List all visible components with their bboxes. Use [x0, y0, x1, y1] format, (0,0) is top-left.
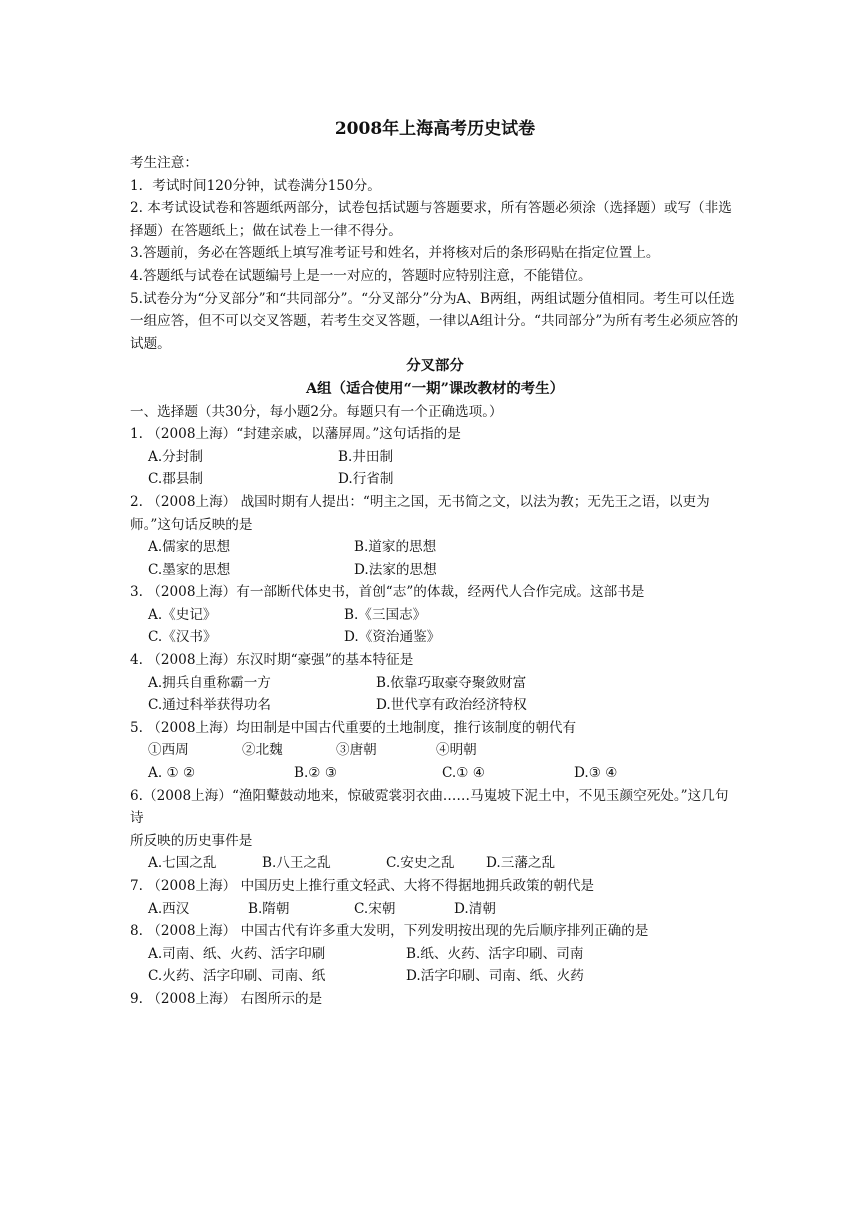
question-6-option-d: D.三藩之乱 — [486, 855, 556, 872]
question-1-stem: 1. （2008上海）“封建亲戚，以藩屏周。”这句话指的是 — [130, 426, 461, 443]
question-5-item-4: ④明朝 — [436, 742, 477, 759]
part-heading: 一、选择题（共30分，每小题2分。每题只有一个正确选项。） — [130, 403, 503, 420]
exam-page — [130, 118, 740, 1011]
question-5-item-2: ②北魏 — [242, 742, 283, 759]
question-3-option-a: A.《史记》 — [148, 606, 217, 623]
page-title: 2008年上海高考历史试卷 — [334, 119, 536, 139]
question-7-option-d: D.清朝 — [454, 900, 496, 917]
question-6-option-c: C.安史之乱 — [386, 855, 455, 872]
notice-item-1: 1．考试时间120分钟，试卷满分150分。 — [130, 177, 381, 194]
question-5-option-c: C.① ④ — [442, 765, 485, 782]
question-2-stem: 2. （2008上海） 战国时期有人提出：“明主之国，无书简之文，以法为教；无先王之语，以吏为师。”这句话反映的是 — [130, 493, 710, 533]
question-1-option-a: A.分封制 — [148, 448, 203, 465]
question-8-stem: 8. （2008上海） 中国古代有许多重大发明，下列发明按出现的先后顺序排列正确的是 — [130, 923, 649, 940]
question-3-option-b: B.《三国志》 — [344, 606, 427, 623]
notice-heading: 考生注意： — [130, 155, 198, 171]
question-3-options-row-1 — [130, 604, 740, 627]
question-5-item-3: ③唐朝 — [336, 742, 377, 759]
question-3-options-row-2 — [130, 626, 740, 649]
question-3-stem: 3. （2008上海）有一部断代体史书，首创“志”的体裁，经两代人合作完成。这部书是 — [130, 584, 645, 601]
question-9-stem: 9. （2008上海） 右图所示的是 — [130, 990, 323, 1007]
question-5-option-b: B.② ③ — [294, 765, 338, 782]
question-2-option-c: C.墨家的思想 — [148, 561, 231, 578]
question-5-option-d: D.③ ④ — [574, 765, 618, 782]
question-6-stem-continued: 所反映的历史事件是 — [130, 832, 253, 849]
section-heading: 分叉部分 — [406, 357, 464, 375]
question-6-option-b: B.八王之乱 — [262, 855, 331, 872]
question-7-stem: 7. （2008上海） 中国历史上推行重文轻武、大将不得据地拥兵政策的朝代是 — [130, 878, 595, 894]
question-1-options-row-2 — [130, 468, 740, 491]
question-6-options — [130, 852, 740, 875]
question-6-stem: 6.（2008上海）“渔阳鼙鼓动地来，惊破霓裳羽衣曲……马嵬坡下泥土中，不见玉颜空死处。”这几句诗 — [130, 787, 729, 827]
notice-item-2: 2. 本考试设试卷和答题纸两部分，试卷包括试题与答题要求，所有答题必须涂（选择题）或写（非选择题）在答题纸上；做在试卷上一律不得分。 — [130, 200, 732, 239]
question-5-stem: 5. （2008上海）均田制是中国古代重要的土地制度，推行该制度的朝代有 — [130, 719, 577, 736]
question-2-options-row-1 — [130, 536, 740, 559]
question-3-option-c: C.《汉书》 — [148, 629, 217, 646]
question-3-option-d: D.《资治通鉴》 — [344, 629, 441, 646]
question-7-option-c: C.宋朝 — [354, 900, 396, 917]
question-4-option-b: B.依靠巧取豪夺聚敛财富 — [376, 674, 527, 691]
notice-item-4: 4.答题纸与试卷在试题编号上是一一对应的，答题时应特别注意，不能错位。 — [130, 267, 592, 284]
group-heading: A组（适合使用“一期”课改教材的考生） — [306, 379, 564, 397]
question-1-option-d: D.行省制 — [338, 471, 394, 488]
question-6-option-a: A.七国之乱 — [148, 855, 217, 872]
question-2-option-d: D.法家的思想 — [354, 561, 437, 578]
question-2-option-a: A.儒家的思想 — [148, 539, 231, 556]
question-4-option-d: D.世代享有政治经济特权 — [376, 697, 527, 714]
question-8-option-b: B.纸、火药、活字印刷、司南 — [406, 945, 584, 962]
question-7-option-b: B.隋朝 — [248, 900, 290, 917]
notice-item-5: 5.试卷分为“分叉部分”和“共同部分”。“分叉部分”分为A、B两组，两组试题分值相同。考生可以任选一组应答，但不可以交叉答题，若考生交叉答题，一律以A组计分。“共同部分”为所有考生必须应答的试题。 — [130, 290, 739, 352]
question-1-option-c: C.郡县制 — [148, 471, 204, 488]
notice-item-3: 3.答题前，务必在答题纸上填写准考证号和姓名，并将核对后的条形码贴在指定位置上。 — [130, 245, 660, 262]
question-4-option-a: A.拥兵自重称霸一方 — [148, 674, 271, 691]
question-4-option-c: C.通过科举获得功名 — [148, 697, 271, 714]
question-2-options-row-2 — [130, 559, 740, 582]
question-8-options-row-1 — [130, 943, 740, 966]
question-4-stem: 4. （2008上海）东汉时期“豪强”的基本特征是 — [130, 652, 414, 669]
question-5-items — [130, 739, 740, 762]
question-5-option-a: A. ① ② — [148, 765, 196, 782]
question-1-option-b: B.井田制 — [338, 448, 394, 465]
question-2-option-b: B.道家的思想 — [354, 539, 437, 556]
question-7-options — [130, 898, 740, 921]
question-7-option-a: A.西汉 — [148, 900, 190, 917]
question-1-options-row-1 — [130, 446, 740, 469]
question-8-option-d: D.活字印刷、司南、纸、火药 — [406, 968, 584, 985]
question-8-option-a: A.司南、纸、火药、活字印刷 — [148, 945, 326, 962]
question-5-item-1: ①西周 — [148, 742, 189, 759]
question-8-option-c: C.火药、活字印刷、司南、纸 — [148, 968, 326, 985]
question-4-options-row-1 — [130, 672, 740, 695]
question-5-options — [130, 762, 740, 785]
question-4-options-row-2 — [130, 694, 740, 717]
question-8-options-row-2 — [130, 965, 740, 988]
